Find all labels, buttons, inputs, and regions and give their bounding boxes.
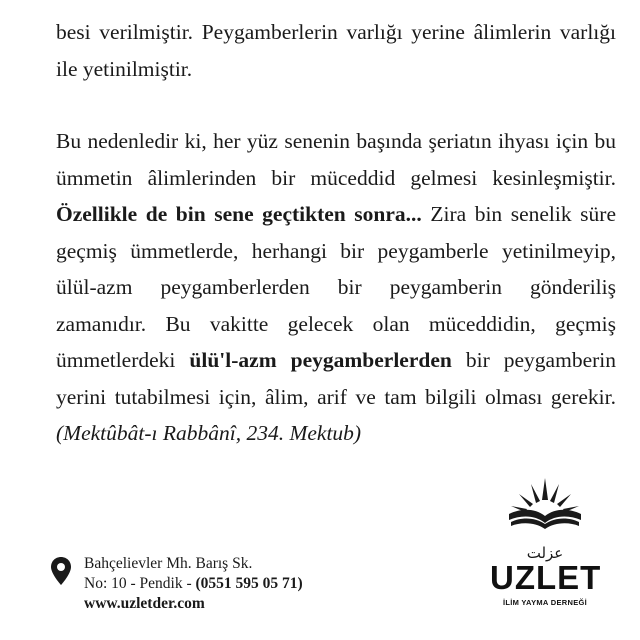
address-street-number: No: 10 - Pendik - — [84, 575, 196, 592]
logo-tagline: İLİM YAYMA DERNEĞİ — [502, 598, 588, 607]
address-line-1: Bahçelievler Mh. Barış Sk. — [84, 555, 253, 572]
address-line-2 — [84, 574, 303, 594]
map-pin-icon — [50, 556, 72, 586]
paragraph-2 — [56, 123, 616, 452]
paragraph-2-part-a: Bu nedenledir ki, her yüz senenin başında şeriatın ihyası için bu ümmetin âlimlerinden bir müceddid gelmesi kesinleşmiştir. — [56, 129, 616, 190]
logo-arabic-text: عزلت — [526, 544, 564, 562]
citation: (Mektûbât-ı Rabbânî, 234. Mektub) — [56, 421, 362, 445]
open-book-icon — [490, 474, 600, 546]
website-link[interactable]: www.uzletder.com — [84, 595, 205, 612]
address-block — [84, 554, 303, 614]
phone-number: (0551 595 05 71) — [195, 575, 303, 592]
logo-brand-name: UZLET — [490, 559, 602, 596]
paragraph-2-part-b: Zira bin senelik süre geçmiş ümmetlerde, herhangi bir peygamberle yetinilmeyip, ülül-azm peygamberlerden bir peygamberin gönderiliş zamanıdır. Bu vakitte gelecek olan müceddidin, geçmiş ümmetlerdeki — [56, 202, 616, 372]
paragraph-2-part-c: bir peygamberin yerini tutabilmesi için, âlim, arif ve tam bilgili olması gerekir. — [56, 348, 617, 409]
uzlet-logo — [490, 474, 600, 634]
emphasis-thousand-years: Özellikle de bin sene geçtikten sonra... — [56, 202, 422, 226]
emphasis-ulul-azm: ülü'l-azm peygamberlerden — [189, 348, 452, 372]
article-text — [56, 14, 616, 452]
paragraph-1: besi verilmiştir. Peygamberlerin varlığı yerine âlimlerin varlığı ile yetinilmiştir. — [56, 20, 616, 81]
